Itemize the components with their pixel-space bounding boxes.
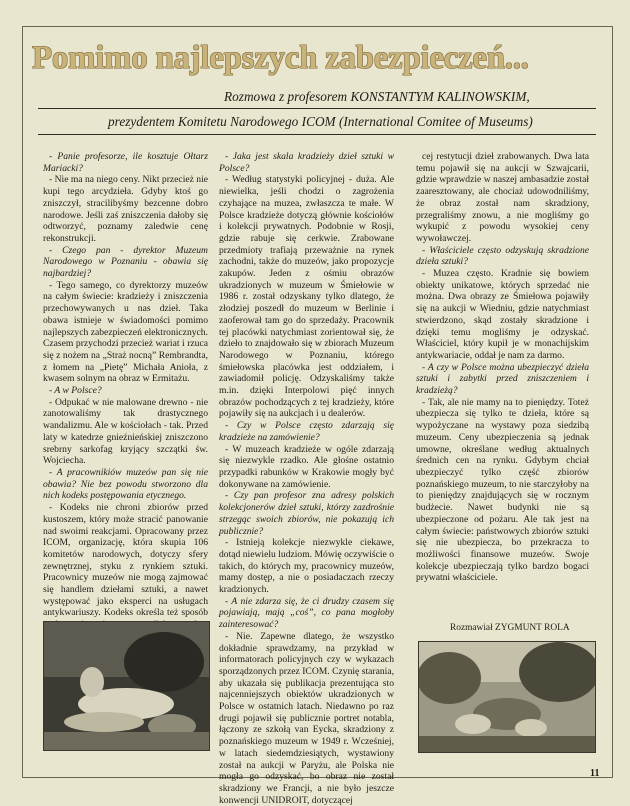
paragraph: - Czy pan profesor zna adresy polskich kolekcjonerów dzieł sztuki, którzy zazdrośnie strzegąc swoich zbiorów, nie pokazują ich publicznie? [219,490,394,537]
painting-photo-landscape-scene [418,641,596,753]
paragraph: - Muzea często. Kradnie się bowiem obiekty unikatowe, których sprzedać nie można. Dwa obrazy ze Śmiełowa pojawiły się na aukcji w Wiedniu, gdzie natychmiast stwierdzono, skąd zostały skradzione i dzięki temu mogliśmy je odzyskać. Właściciel, który kupił je w monachijskim antykwariacie, oddał je nam za darmo. [416,268,589,361]
paragraph: cej restytucji dzieł zrabowanych. Dwa lata temu pojawił się na aukcji w Szwajcarii, gdzie wprawdzie w naszej ambasadzie został zaaresztowany, ale chociaż udowodniliśmy, że obraz został nam skradziony, przegraliśmy znowu, a nie mogliśmy go wykupić z powodu wysokiej ceny wywoławczej. [416,151,589,244]
paragraph: - Istnieją kolekcje niezwykle ciekawe, dotąd niewielu ludziom. Mówię oczywiście o takich, do których my, pracownicy muzeów, mamy dostęp, a nie o posiadaczach rzeczy kradzionych. [219,537,394,596]
paragraph: - Czego pan - dyrektor Muzeum Narodowego w Poznaniu - obawia się najbardziej? [43,244,208,280]
paragraph: - Właściciele często odzyskują skradzione dzieła sztuki? [416,244,589,268]
paragraph: - Kodeks nie chroni zbiorów przed kustoszem, który może stracić panowanie nad swoimi reakcjami. Opracowany przez ICOM, organizację, która skupia 106 komitetów narodowych, dotyczy sfery zewnętrznej, styku z rynkiem sztuki. Pracownicy muzeów nie mogą zajmować się handlem dziełami sztuki, a nawet występować jako eksperci na usługach antykwariuszy. Kodeks określa też sposób [43,502,208,619]
paragraph: - Tak, ale nie mamy na to pieniędzy. Toteż ubezpiecza się tylko te dzieła, które są wypożyczane na wystawy poza siedzibą muzeum. Ceny ubezpieczenia są jednak umowne, określane według aktualnych średnich cen na rynku. Gdybym chciał ubezpieczyć tylko część zbiorów poznańskiego muzeum, to nie starczyłoby na to pieniędzy znajdujących się w rocznym budżecie. Nawet budynki nie są ubezpieczone od pożaru. Ale tak jest na całym świecie: państwowych zbiorów sztuki się nie ubezpiecza, bo przekracza to możliwości finansowe muzeów. Swoje kolekcje ubezpieczają tylko bardzo bogaci prywatni właściciele. [416,396,589,584]
paragraph: - A pracownikiów muzeów pan się nie obawia? Nie bez powodu stworzono dla nich kodeks postępowania etycznego. [43,466,208,502]
paragraph: - Nie ma na niego ceny. Nikt przecież nie kupi tego arcydzieła. Gdyby ktoś go zniszczył, stracilibyśmy bezcenne dobro narodowe. Jeśli zaś zniszczenia dałoby się odtworzyć, poznamy zaledwie cenę rekonstrukcji. [43,174,208,244]
subtitle-role: prezydentem Komitetu Narodowego ICOM (International Comitee of Museums) [108,114,533,129]
paragraph: - Tego samego, co dyrektorzy muzeów na całym świecie: kradzieży i zniszczenia przechowywanych u nas dzieł. Taka obawa istnieje w świadomości pomimo najlepszych zabezpieczeń elektronicznych. Czasem przychodzi przecież wariat i rzuca się z nożem na „Straż nocną” Rembrandta, z łomem na „Pietę” Michała Anioła, z kwasem solnym na obraz w Ermitażu. [43,279,208,385]
headline: Pomimo najlepszych zabezpieczeń... [32,40,529,76]
text-column-1 [43,151,208,689]
paragraph: - Odpukać w nie malowane drewno - nie zanotowaliśmy tak drastycznego wandalizmu. Ale w kościołach - tak. Przed laty w katedrze gnieźnieńskiej zniszczono srebrny sarkofag kryjący szczątki św. Wojciecha. [43,396,208,467]
subtitle-rule [38,108,596,109]
paragraph: - Nie. Zapewne dlatego, że wszystko dokładnie sprawdzamy, na przykład w informatorach policyjnych czy w wykazach sporządzonych przez ICOM. Czynię starania, aby ukazała się publikacja prezentująca sto najcenniejszych obiektów ukradzionych w Polsce w ostatnich latach. Niedawno po raz drugi pojawił się publicznie portret notabla, łączony ze szkołą van Eycka, skradziony z poznańskiego muzeum w 1949 r. Wcześniej, w latach siedemdziesiątych, wystawiony został na aukcji w Paryżu, ale Polska nie mogła go odzyskać, bo obraz nie został skradziony we Francji, a nie było jeszcze konwencji UNIDROIT, dotyczącej [219,630,394,806]
paragraph: - Jaka jest skala kradzieży dzieł sztuki w Polsce? [219,151,394,174]
paragraph: - A w Polsce? [49,385,102,397]
text-column-2 [219,151,394,806]
paragraph: - A czy w Polsce można ubezpieczyć dzieła sztuki i zabytki przed zniszczeniem i kradzieżą? [416,361,589,397]
paragraph: - W muzeach kradzieże w ogóle zdarzają się niezwykle rzadko. Ale głośne ostatnio przypadki rabunków w Krakowie mogły być dokonywane na zamówienie. [219,443,394,490]
paragraph: - Czy w Polsce często zdarzają się kradzieże na zamówienie? [219,420,394,443]
header-rule [38,134,596,135]
paragraph: - Według statystyki policyjnej - duża. Ale niewielka, jeśli chodzi o zagrożenia czyhające na muzea, zwłaszcza te małe. W Polsce kradzieże dotyczą głównie kościołów i kolekcji prywatnych. Podobnie w Rosji, gdzie rabuje się cerkwie. Zrabowane przedmioty trafiają przeważnie na rynek zachodni, także do muzeów, jako propozycje zakupów. Jeden z ośmiu obrazów ukradzionych w muzeum w Śmiełowie w 1986 r. został odzyskany tylko dlatego, że złodziej poszedł do muzeum w Berlinie i zaoferował tam go do sprzedaży. Pracownik tej placówki natychmiast zorientował się, że dzieło to znajdowało się w zbiorach Muzeum Narodowego w Poznaniu, którego śmiełowska placówka jest oddziałem, i zawiadomił policję. Odzyskaliśmy także m.in. dzięki Interpolowi pięć innych obrazów pochodzących z tej kradzieży, które pojawiły się na aukcjach i u dealerów. [219,174,394,420]
paragraph: - A nie zdarza się, że ci drudzy czasem się pojawiają, mają „coś”, co pana mogłoby zainteresować? [219,595,394,631]
painting-photo-reclining-figures [43,621,210,751]
page-number: 11 [590,768,600,779]
interviewer-credit: Rozmawiał ZYGMUNT ROLA [450,623,570,633]
subtitle-interview: Rozmowa z profesorem KONSTANTYM KALINOWSKIM, [224,89,530,104]
paragraph: - Panie profesorze, ile kosztuje Ołtarz Mariacki? [43,151,208,174]
text-column-3 [416,151,589,584]
